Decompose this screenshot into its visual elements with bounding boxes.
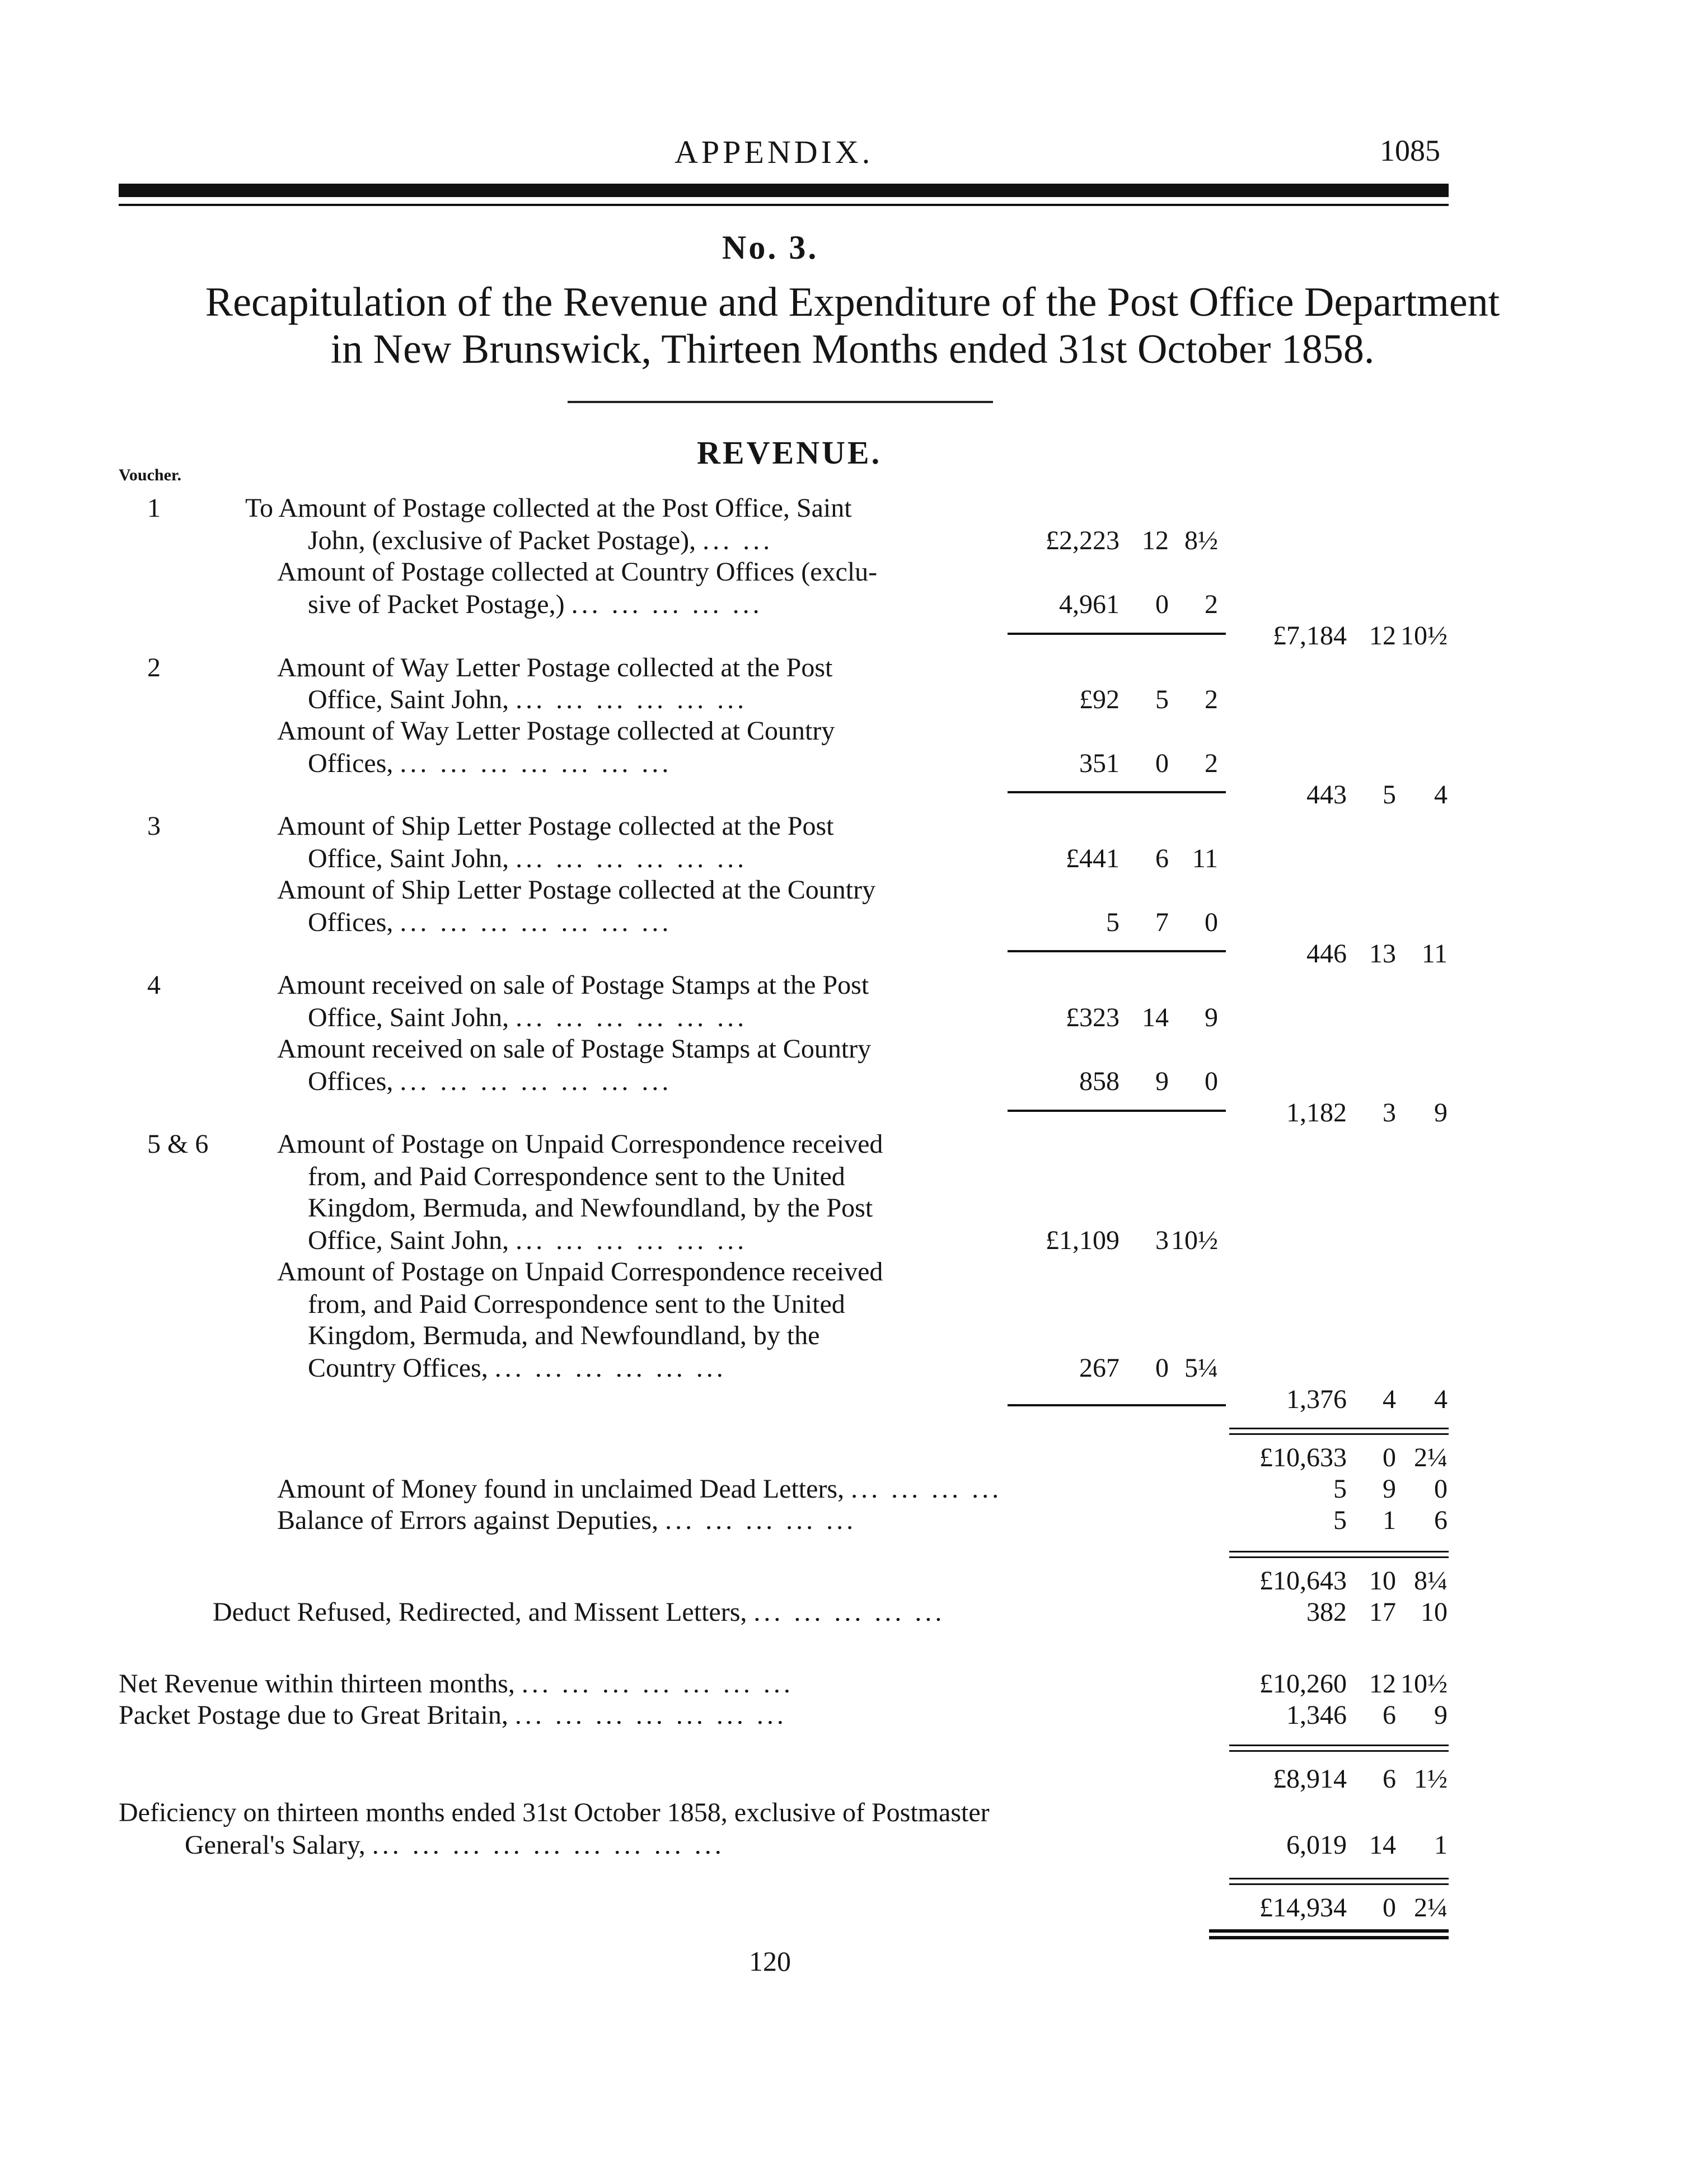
item-text-line: To Amount of Postage collected at the Post Office, Saint [245,493,852,523]
amount-shillings: 9 [1155,1067,1169,1096]
running-header-title: APPENDIX. [674,134,874,170]
amount-pounds: £441 [1066,844,1120,873]
amount-shillings: 14 [1142,1003,1169,1032]
voucher-number: 2 [147,653,161,682]
column-rule [1229,1428,1449,1429]
column-rule [1229,1433,1449,1435]
subtotal-shillings: 0 [1383,1443,1396,1472]
amount-pence: 6 [1434,1505,1448,1535]
amount-pounds: 5 [1333,1474,1347,1504]
amount-pence: 1 [1434,1830,1448,1860]
amount-pounds: £92 [1079,685,1120,714]
amount-pence: 5¼ [1184,1353,1218,1383]
amount-shillings: 17 [1369,1597,1396,1627]
subtotal-rule [1008,1404,1226,1406]
page-number: 1085 [1380,134,1440,167]
item-text-line: Amount of Postage on Unpaid Correspondence received [277,1129,883,1159]
amount-pence: 0 [1205,908,1218,937]
subtotal-rule [1008,791,1226,793]
amount-shillings: 12 [1369,1669,1396,1699]
item-text-line: Amount received on sale of Postage Stamps at the Post [277,970,869,1000]
column-rule [1229,1878,1449,1879]
amount-shillings: 6 [1383,1700,1396,1730]
amount-pounds: 4,961 [1059,590,1120,619]
item-text-line: Amount of Way Letter Postage collected at the Post [277,653,833,682]
amount-pounds: £10,260 [1259,1669,1347,1699]
column-rule [1229,1883,1449,1885]
item-text-line: Office, Saint John, ... ... ... ... ... ... [308,685,748,714]
subtotal-shillings: 10 [1369,1566,1396,1596]
item-text-line: Kingdom, Bermuda, and Newfoundland, by the [308,1321,820,1350]
group-total-pence: 4 [1434,780,1448,810]
column-rule [1229,1551,1449,1552]
item-text-line: Amount of Postage collected at Country Offices (exclu- [277,557,878,587]
group-total-pence: 10½ [1400,621,1448,651]
amount-pounds: 267 [1079,1353,1120,1383]
amount-pence: 9 [1205,1003,1218,1032]
amount-pounds: £2,223 [1046,526,1120,555]
voucher-number: 4 [147,970,161,1000]
item-text-line: from, and Paid Correspondence sent to the United [308,1162,845,1191]
column-rule [1229,1750,1449,1752]
column-rule [1229,1556,1449,1558]
item-text-line: Amount of Way Letter Postage collected at Country [277,716,835,746]
item-text-line: Kingdom, Bermuda, and Newfoundland, by the Post [308,1193,873,1223]
subtotal-rule [1008,633,1226,635]
voucher-number: 5 & 6 [147,1129,209,1159]
amount-shillings: 1 [1383,1505,1396,1535]
amount-pence: 8½ [1184,526,1218,555]
group-total-pence: 4 [1434,1385,1448,1414]
amount-shillings: 5 [1155,685,1169,714]
amount-pence: 9 [1434,1700,1448,1730]
document-number: No. 3. [722,229,819,266]
item-text-line: Amount of Ship Letter Postage collected at the Country [277,875,876,905]
deficiency-label-line1: Deficiency on thirteen months ended 31st October 1858, exclusive of Postmaster [119,1798,990,1827]
amount-pence: 11 [1192,844,1218,873]
deficiency-label-line2: General's Salary, ... ... ... ... ... ... ... ... ... [185,1830,725,1860]
amount-shillings: 0 [1155,749,1169,778]
page-title-line2: in New Brunswick, Thirteen Months ended 31st October 1858. [330,326,1375,372]
amount-pence: 10½ [1400,1669,1448,1699]
amount-shillings: 12 [1142,526,1169,555]
amount-pounds: 5 [1106,908,1120,937]
amount-pence: 2 [1205,590,1218,619]
group-total-shillings: 3 [1383,1098,1396,1128]
amount-pounds: 5 [1333,1505,1347,1535]
amount-shillings: 6 [1155,844,1169,873]
group-total-pounds: £7,184 [1273,621,1347,651]
item-text-line: Offices, ... ... ... ... ... ... ... [308,749,672,778]
voucher-column-label: Voucher. [119,466,181,484]
item-text-line: Office, Saint John, ... ... ... ... ... ... [308,1226,748,1255]
item-text-line: Amount of Postage on Unpaid Correspondence received [277,1257,883,1287]
group-total-pence: 11 [1421,939,1448,969]
group-total-shillings: 13 [1369,939,1396,969]
item-text-line: Amount received on sale of Postage Stamps at Country [277,1034,872,1064]
grand-total-shillings: 0 [1383,1893,1396,1923]
item-text-line: Country Offices, ... ... ... ... ... ... [308,1353,727,1383]
amount-pounds: 858 [1079,1067,1120,1096]
amount-shillings: 0 [1155,1353,1169,1383]
subtotal-pounds: £8,914 [1273,1764,1347,1794]
grand-total-pence: 2¼ [1414,1893,1448,1923]
voucher-number: 1 [147,493,161,523]
amount-pounds: 382 [1306,1597,1347,1627]
section-heading: REVENUE. [697,434,882,471]
amount-shillings: 3 [1155,1226,1169,1255]
item-text-line: Amount of Ship Letter Postage collected at the Post [277,811,834,841]
group-total-pounds: 1,182 [1286,1098,1347,1128]
group-total-shillings: 5 [1383,780,1396,810]
subtotal-pence: 1½ [1414,1764,1448,1794]
amount-pence: 0 [1205,1067,1218,1096]
subtotal-shillings: 6 [1383,1764,1396,1794]
group-total-pounds: 446 [1306,939,1347,969]
group-total-shillings: 12 [1369,621,1396,651]
column-rule [1229,1745,1449,1746]
subtotal-rule [1008,1110,1226,1112]
item-text-line: from, and Paid Correspondence sent to the United [308,1289,845,1319]
amount-pounds: 351 [1079,749,1120,778]
header-rule-thick [119,184,1449,197]
amount-shillings: 14 [1369,1830,1396,1860]
item-text-line: Offices, ... ... ... ... ... ... ... [308,1067,672,1096]
grand-total-rule [1209,1936,1449,1939]
amount-pounds: 6,019 [1286,1830,1347,1860]
header-rule-thin [119,204,1449,206]
amount-pounds: 1,346 [1286,1700,1347,1730]
amount-shillings: 9 [1383,1474,1396,1504]
item-text-line: Office, Saint John, ... ... ... ... ... ... [308,1003,748,1032]
amount-pence: 0 [1434,1474,1448,1504]
group-total-pounds: 443 [1306,780,1347,810]
amount-pounds: £1,109 [1046,1226,1120,1255]
item-text-line: Office, Saint John, ... ... ... ... ... ... [308,844,748,873]
item-text-line: Offices, ... ... ... ... ... ... ... [308,908,672,937]
amount-shillings: 0 [1155,590,1169,619]
deduct-label: Deduct Refused, Redirected, and Missent Letters, ... ... ... ... ... [213,1597,945,1627]
subtotal-rule [1008,950,1226,952]
item-text-line: John, (exclusive of Packet Postage), ... ... [308,526,774,555]
packet-postage-label: Packet Postage due to Great Britain, ... ... ... ... ... ... ... [119,1700,787,1730]
amount-pence: 2 [1205,685,1218,714]
title-rule [568,401,993,403]
page-title-line1: Recapitulation of the Revenue and Expenditure of the Post Office Department [205,279,1500,325]
group-total-shillings: 4 [1383,1385,1396,1414]
subtotal-pence: 2¼ [1414,1443,1448,1472]
footer-page-number: 120 [749,1946,791,1977]
grand-total-pounds: £14,934 [1259,1893,1347,1923]
group-total-pounds: 1,376 [1286,1385,1347,1414]
amount-shillings: 7 [1155,908,1169,937]
net-revenue-label: Net Revenue within thirteen months, ... ... ... ... ... ... ... [119,1669,794,1699]
amount-pence: 10½ [1171,1226,1218,1255]
item-text-line: sive of Packet Postage,) ... ... ... ... ... [308,590,763,619]
grand-total-rule [1209,1929,1449,1933]
subtotal-pence: 8¼ [1414,1566,1448,1596]
subtotal-pounds: £10,633 [1259,1443,1347,1472]
amount-pence: 10 [1421,1597,1448,1627]
group-total-pence: 9 [1434,1098,1448,1128]
voucher-number: 3 [147,811,161,841]
amount-pounds: £323 [1066,1003,1120,1032]
dead-letters-label: Amount of Money found in unclaimed Dead Letters, ... ... ... ... [277,1474,1003,1504]
errors-label: Balance of Errors against Deputies, ... ... ... ... ... [277,1505,857,1535]
subtotal-pounds: £10,643 [1259,1566,1347,1596]
amount-pence: 2 [1205,749,1218,778]
